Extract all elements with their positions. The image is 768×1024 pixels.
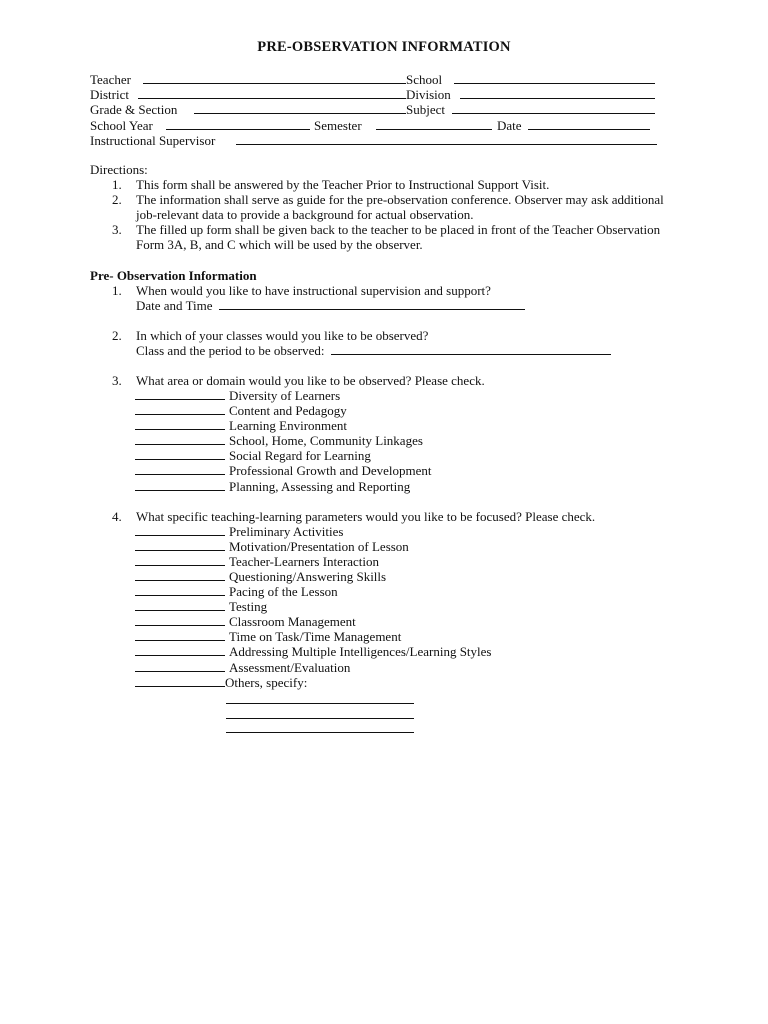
question-text: When would you like to have instructional supervision and support? (136, 283, 491, 298)
check-blank[interactable] (135, 614, 225, 626)
question-number: 3. (112, 373, 122, 388)
option-label: Pacing of the Lesson (229, 584, 338, 600)
question-3 (90, 373, 690, 388)
check-blank[interactable] (135, 403, 225, 415)
header-fields (90, 72, 670, 148)
district-field[interactable] (138, 87, 406, 99)
subject-label: Subject (406, 102, 445, 118)
others-label: Others, specify: (225, 674, 308, 690)
option-label: School, Home, Community Linkages (229, 433, 423, 449)
grade-section-field[interactable] (194, 102, 406, 114)
others-specify-line[interactable] (226, 704, 414, 719)
others-specify-line[interactable] (226, 719, 414, 734)
checklist-option (135, 584, 690, 599)
checklist-option (135, 463, 690, 478)
page-title: PRE-OBSERVATION INFORMATION (257, 39, 511, 55)
parameter-options (90, 524, 690, 675)
checklist-option (135, 479, 690, 494)
checklist-option (135, 614, 690, 629)
check-blank[interactable] (135, 644, 225, 656)
header-row-2 (90, 87, 670, 102)
option-label: Preliminary Activities (229, 523, 344, 539)
header-row-5 (90, 133, 670, 148)
question-number: 4. (112, 508, 122, 524)
check-blank[interactable] (135, 524, 225, 536)
checklist-option (135, 660, 690, 675)
option-label: Addressing Multiple Intelligences/Learning Styles (229, 644, 492, 660)
checklist-option (135, 403, 690, 418)
checklist-option (135, 433, 690, 448)
option-label: Content and Pedagogy (229, 403, 347, 419)
district-label: District (90, 87, 129, 103)
class-period-label: Class and the period to be observed: (136, 343, 325, 358)
option-label: Time on Task/Time Management (229, 629, 402, 645)
direction-text: The filled up form shall be given back to the teacher to be placed in front of the Teacher Observation Form 3A, B, and C which will be used by the observer. (136, 222, 661, 252)
direction-number: 3. (112, 222, 122, 237)
check-blank[interactable] (135, 448, 225, 460)
directions-label: Directions: (90, 162, 148, 177)
checklist-option (135, 388, 690, 403)
option-label: Assessment/Evaluation (229, 659, 351, 675)
option-label: Testing (229, 599, 268, 615)
direction-item (90, 222, 690, 252)
teacher-label: Teacher (90, 72, 131, 87)
question-number: 2. (112, 328, 122, 343)
instructional-supervisor-label: Instructional Supervisor (90, 132, 216, 148)
direction-text: This form shall be answered by the Teacher Prior to Instructional Support Visit. (136, 177, 550, 192)
question-text: What specific teaching-learning parameters would you like to be focused? Please check. (136, 508, 596, 524)
option-label: Diversity of Learners (229, 388, 341, 403)
checklist-option (135, 599, 690, 614)
direction-item (90, 177, 690, 192)
check-blank[interactable] (135, 418, 225, 430)
option-label: Social Regard for Learning (229, 448, 371, 464)
domain-options (90, 388, 690, 494)
date-time-label: Date and Time (136, 298, 213, 313)
class-period-field[interactable] (331, 343, 611, 355)
option-label: Professional Growth and Development (229, 463, 432, 479)
others-option (135, 675, 690, 690)
school-field[interactable] (454, 72, 655, 84)
option-label: Classroom Management (229, 614, 356, 630)
school-label: School (406, 72, 443, 87)
option-label: Learning Environment (229, 418, 348, 434)
date-label: Date (497, 117, 522, 133)
checklist-option (135, 418, 690, 433)
school-year-field[interactable] (166, 118, 310, 130)
question-4 (90, 509, 690, 524)
division-label: Division (406, 87, 451, 103)
direction-number: 1. (112, 177, 122, 192)
check-blank[interactable] (135, 554, 225, 566)
check-blank[interactable] (135, 599, 225, 611)
header-row-3 (90, 102, 670, 117)
check-blank[interactable] (135, 584, 225, 596)
direction-text: The information shall serve as guide for the pre-observation conference. Observer may ask additional job-relevant data to provide a background for actual observation. (136, 192, 664, 222)
check-blank[interactable] (135, 660, 225, 672)
check-blank[interactable] (135, 463, 225, 475)
direction-number: 2. (112, 192, 122, 207)
check-blank[interactable] (135, 433, 225, 445)
checklist-option (135, 554, 690, 569)
semester-field[interactable] (376, 118, 492, 130)
grade-section-label: Grade & Section (90, 102, 178, 118)
checklist-option (135, 644, 690, 659)
checklist-option (135, 524, 690, 539)
option-label: Teacher-Learners Interaction (229, 553, 380, 569)
question-text: What area or domain would you like to be observed? Please check. (136, 373, 485, 388)
school-year-label: School Year (90, 117, 153, 133)
subject-field[interactable] (452, 102, 655, 114)
others-specify-line[interactable] (226, 690, 414, 705)
semester-label: Semester (314, 117, 362, 133)
question-number: 1. (112, 283, 122, 298)
checklist-option (135, 569, 690, 584)
section-heading: Pre- Observation Information (90, 268, 257, 283)
header-row-1 (90, 72, 670, 87)
option-label: Motivation/Presentation of Lesson (229, 538, 409, 554)
option-label: Questioning/Answering Skills (229, 568, 387, 584)
header-row-4 (90, 118, 670, 133)
check-blank[interactable] (135, 675, 225, 687)
check-blank[interactable] (135, 479, 225, 491)
date-time-field[interactable] (219, 298, 525, 310)
pre-observation-section (90, 268, 690, 733)
checklist-option (135, 539, 690, 554)
directions-section (90, 162, 690, 252)
instructional-supervisor-field[interactable] (236, 133, 657, 145)
teacher-field[interactable] (143, 72, 406, 84)
checklist-option (135, 629, 690, 644)
division-field[interactable] (460, 87, 655, 99)
check-blank[interactable] (135, 388, 225, 400)
option-label: Planning, Assessing and Reporting (229, 478, 411, 494)
question-text: In which of your classes would you like to be observed? (136, 328, 429, 343)
direction-item (90, 192, 690, 222)
check-blank[interactable] (135, 569, 225, 581)
question-1 (90, 283, 690, 313)
check-blank[interactable] (135, 629, 225, 641)
check-blank[interactable] (135, 539, 225, 551)
question-2 (90, 328, 690, 358)
date-field[interactable] (528, 118, 650, 130)
checklist-option (135, 448, 690, 463)
